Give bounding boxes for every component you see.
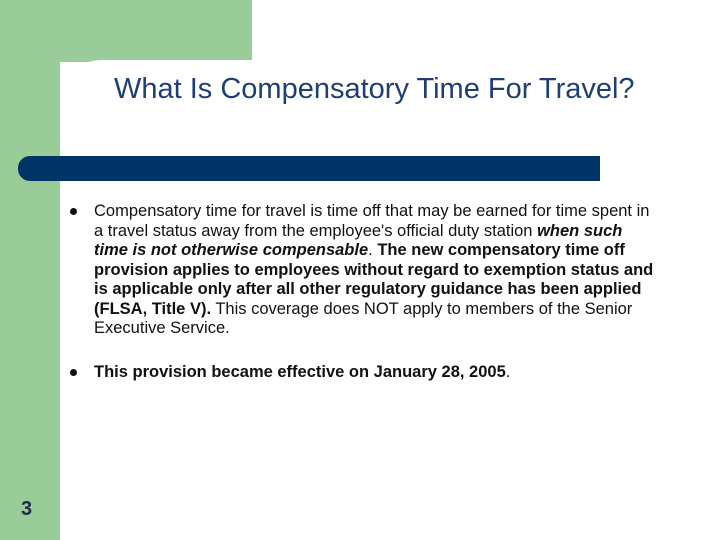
bullet-text-segment: This coverage does NOT apply to members of the Senior Executive Service. — [94, 299, 633, 337]
bullet-text-segment: . — [368, 241, 378, 259]
bullet-dot-icon — [70, 369, 77, 376]
bullet-item-compensatory-time — [70, 202, 660, 339]
bullet-list — [70, 202, 660, 382]
decorative-left-band — [0, 0, 60, 540]
slide-title: What Is Compensatory Time For Travel? — [114, 73, 635, 105]
bullet-text — [94, 202, 660, 339]
bullet-item-effective-date — [70, 363, 660, 383]
bullet-text-segment: . — [505, 362, 511, 381]
bullet-emphasis-segment: when such time is not otherwise compensable — [94, 221, 623, 259]
bullet-dot-icon — [70, 208, 77, 215]
bullet-text-segment: Compensatory time for travel is time off that may be earned for time spent in a travel status away from the employee's official duty station — [94, 202, 650, 240]
bullet-bold-segment: This provision became effective on January 28, 2005 — [94, 362, 506, 381]
bullet-text — [94, 363, 660, 383]
bullet-bold-segment: The new compensatory time off provision applies to employees without regard to exemption status and is applicable only after all other regulatory guidance has been applied (FLSA, Title V). — [94, 241, 654, 318]
slide-number: 3 — [21, 498, 33, 520]
title-underline-bar — [18, 156, 600, 181]
